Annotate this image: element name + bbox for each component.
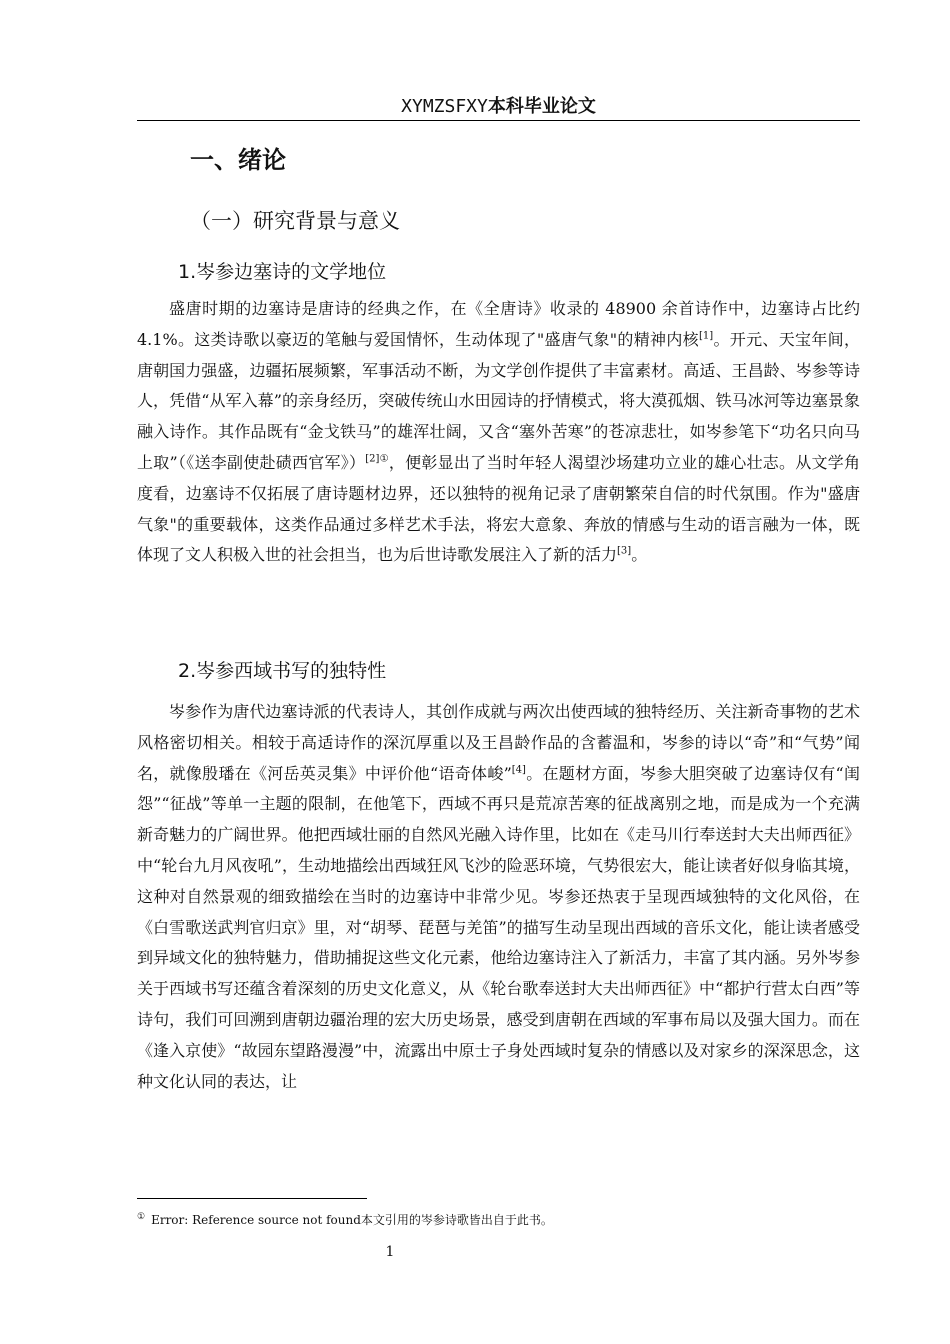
footnote-text: Error: Reference source not found本文引用的岑参诗歌皆出自于此书。 (151, 1213, 553, 1227)
running-header (137, 92, 860, 121)
page-number: 1 (385, 1244, 395, 1260)
footnote-mark: ① (137, 1212, 146, 1222)
subsection-heading-2: 2.岑参西域书写的独特性 (178, 660, 387, 682)
footnote-separator (137, 1198, 367, 1199)
paragraph-text: 。开元、天宝年间，唐朝国力强盛，边疆拓展频繁，军事活动不断，为文学创作提供了丰富素材。高适、王昌龄、岑参等诗人，凭借“从军入幕”的亲身经历，突破传统山水田园诗的抒情模式，将大漠孤烟、铁马冰河等边塞景象融入诗作。其作品既有“金戈铁马”的雄浑壮阔，又含“塞外苦寒”的苍凉悲壮，如岑参笔下“功名只向马上取”（《送李副使赴碛西官军》） (137, 329, 860, 472)
paragraph-text: 。在题材方面，岑参大胆突破了边塞诗仅有“闺怨”“征战”等单一主题的限制，在他笔下，西域不再只是荒凉苦寒的征战离别之地，而是成为一个充满新奇魅力的广阔世界。他把西域壮丽的自然风光融入诗作里，比如在《走马川行奉送封大夫出师西征》中“轮台九月风夜吼”，生动地描绘出西域狂风飞沙的险恶环境，气势很宏大，能让读者好似身临其境，这种对自然景观的细致描绘在当时的边塞诗中非常少见。岑参还热衷于呈现西域独特的文化风俗，在《白雪歌送武判官归京》里，对“胡琴、琵琶与羌笛”的描写生动呈现出西域的音乐文化，能让读者感受到异域文化的独特魅力，借助捕捉这些文化元素，他给边塞诗注入了新活力，丰富了其内涵。另外岑参关于西域书写还蕴含着深刻的历史文化意义，从《轮台歌奉送封大夫出师西征》中“都护行营太白西”等诗句，我们可回溯到唐朝边疆治理的宏大历史场景，感受到唐朝在西域的军事布局以及强大国力。而在《逢入京使》“故园东望路漫漫”中，流露出中原士子身处西域时复杂的情感以及对家乡的深深思念，这种文化认同的表达，让 (137, 763, 860, 1091)
footnote (137, 1208, 553, 1229)
subsection-heading-1: 1.岑参边塞诗的文学地位 (178, 261, 387, 283)
citation-ref[interactable]: [4] (511, 764, 526, 776)
paragraph-text: ，便彰显出了当时年轻人渴望沙场建功立业的雄心壮志。从文学角度看，边塞诗不仅拓展了唐诗题材边界，还以独特的视角记录了唐朝繁荣自信的时代氛围。作为"盛唐气象"的重要载体，这类作品通过多样艺术手法，将宏大意象、奔放的情感与生动的语言融为一体，既体现了文人积极入世的社会担当，也为后世诗歌发展注入了新的活力 (137, 452, 860, 565)
paragraph-western-regions (137, 697, 860, 1097)
section-heading: （一）研究背景与意义 (190, 209, 400, 233)
header-code: XYMZSFXY (401, 96, 488, 117)
citation-ref[interactable]: [2]① (365, 453, 389, 465)
citation-ref[interactable]: [1] (699, 330, 714, 342)
header-title: 本科毕业论文 (487, 96, 596, 117)
paragraph-literary-status (137, 294, 860, 571)
paragraph-text: 。 (631, 545, 648, 565)
paragraph-text: 岑参作为唐代边塞诗派的代表诗人，其创作成就与两次出使西域的独特经历、关注新奇事物的艺术风格密切相关。相较于高适诗作的深沉厚重以及王昌龄作品的含蓄温和，岑参的诗以“奇”和“气势”闻名，就像殷璠在《河岳英灵集》中评价他“语奇体峻” (137, 702, 860, 783)
citation-ref[interactable]: [3] (617, 546, 632, 558)
paragraph-text: 盛唐时期的边塞诗是唐诗的经典之作，在《全唐诗》收录的 48900 余首诗作中，边塞诗占比约 4.1%。这类诗歌以豪迈的笔触与爱国情怀，生动体现了"盛唐气象"的精神内核 (137, 299, 860, 349)
chapter-heading: 一、绪论 (190, 146, 286, 174)
